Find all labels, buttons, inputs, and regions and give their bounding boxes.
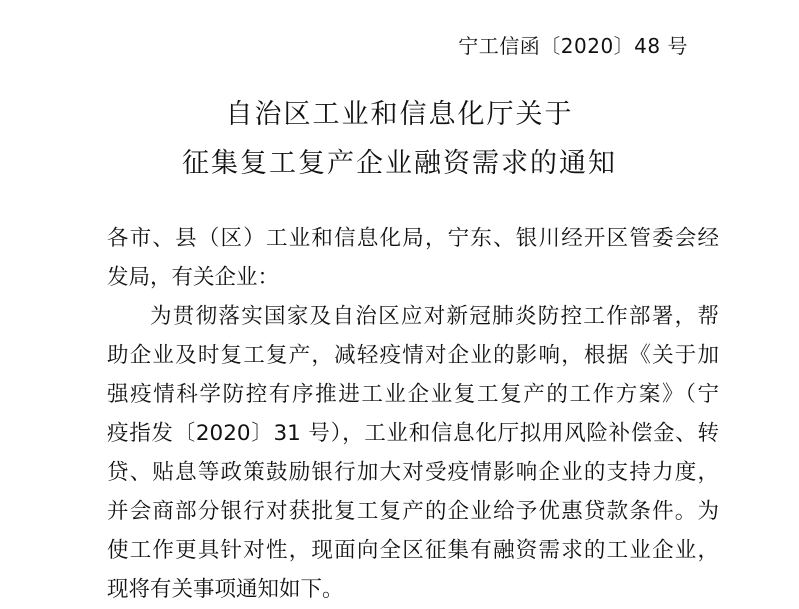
body-line: 并会商部分银行对获批复工复产的企业给予优惠贷款条件。为 <box>107 499 719 524</box>
title-line-1: 自治区工业和信息化厅关于 <box>225 99 574 130</box>
body-line: 强疫情科学防控有序推进工业企业复工复产的工作方案》（宁 <box>107 382 719 407</box>
body-line: 使工作更具针对性，现面向全区征集有融资需求的工业企业， <box>107 538 719 563</box>
body-line: 发局，有关企业： <box>107 265 280 290</box>
body-line: 助企业及时复工复产，减轻疫情对企业的影响，根据《关于加 <box>107 343 719 368</box>
body-line: 现将有关事项通知如下。 <box>107 577 344 602</box>
body-line: 为贯彻落实国家及自治区应对新冠肺炎防控工作部署，帮 <box>150 304 719 329</box>
title-line-2: 征集复工复产企业融资需求的通知 <box>182 148 617 179</box>
body-line: 贷、贴息等政策鼓励银行加大对受疫情影响企业的支持力度， <box>107 460 719 485</box>
body-line: 疫指发〔2020〕31 号），工业和信息化厅拟用风险补偿金、转 <box>107 421 719 446</box>
document-body <box>107 219 719 609</box>
document-number: 宁工信函〔2020〕48 号 <box>458 34 688 58</box>
body-line: 各市、县（区）工业和信息化局，宁东、银川经开区管委会经 <box>107 226 719 251</box>
